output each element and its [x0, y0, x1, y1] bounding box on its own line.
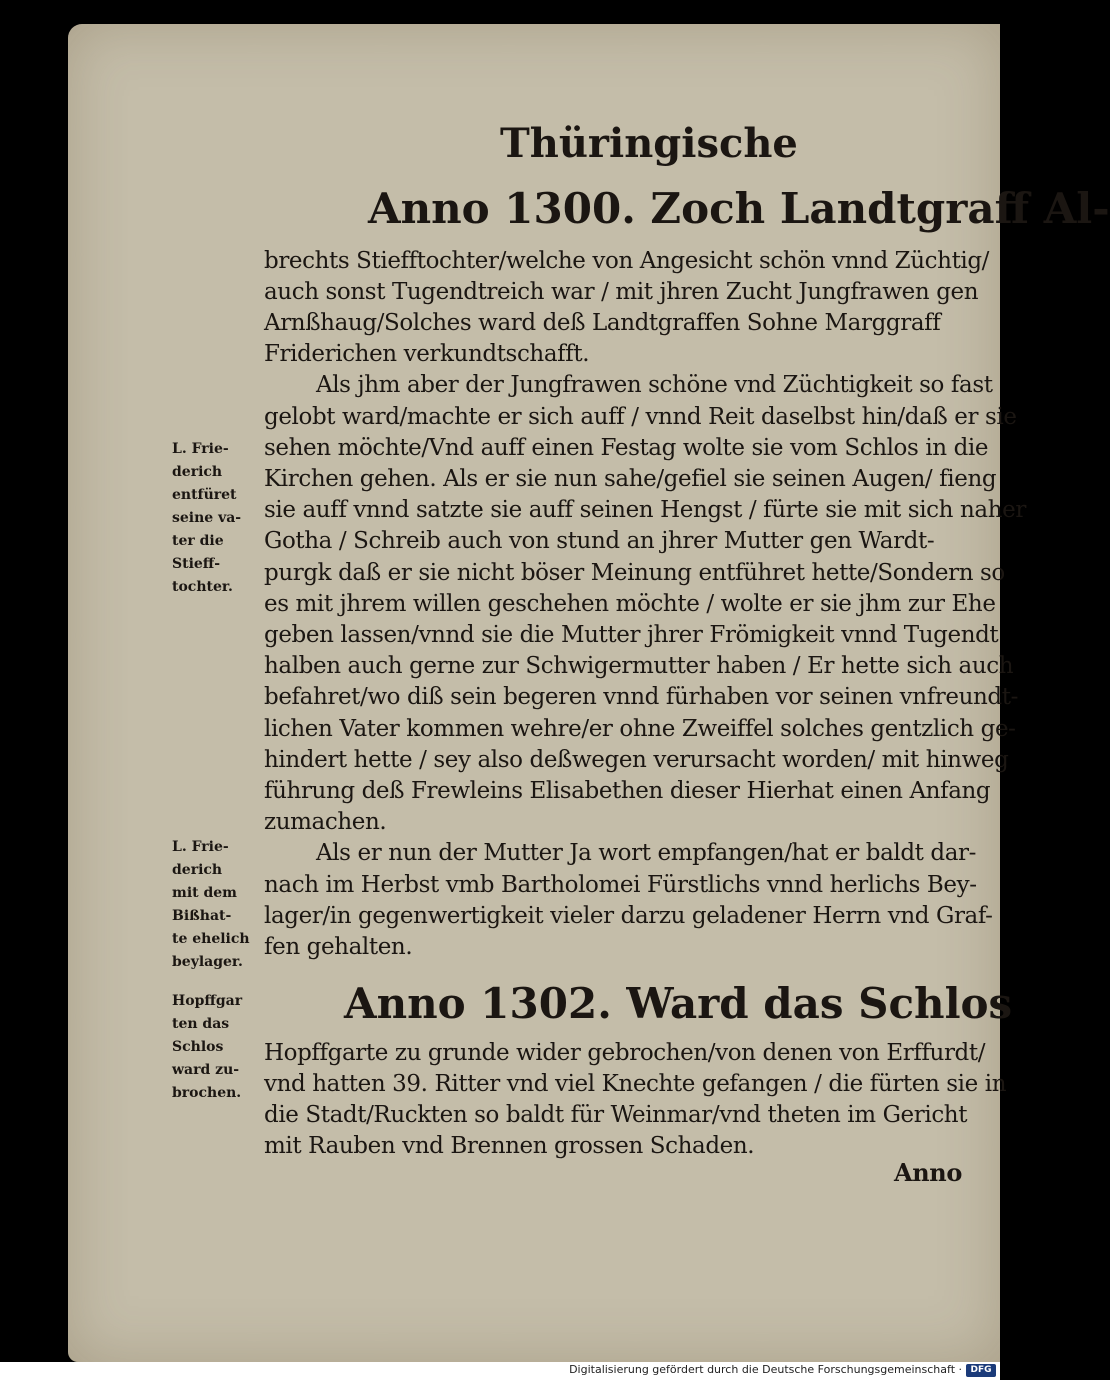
- margin-note-line: seine va-: [172, 510, 242, 526]
- page-title: Thüringische: [500, 120, 798, 167]
- margin-note-line: Bißhat-: [172, 908, 232, 924]
- margin-note: [172, 836, 250, 974]
- text-line: brechts Stiefftochter/welche von Angesicht schön vnnd Züchtig/: [264, 248, 990, 274]
- text-line: Arnßhaug/Solches ward deß Landtgraffen Sohne Marggraff: [264, 310, 941, 336]
- margin-note-line: beylager.: [172, 954, 243, 970]
- text-line: führung deß Frewleins Elisabethen dieser Hierhat einen Anfang: [264, 778, 991, 804]
- text-line: Friderichen verkundtschafft.: [264, 341, 590, 367]
- margin-note-line: ten das: [172, 1016, 230, 1032]
- text-line: zumachen.: [264, 809, 387, 835]
- funding-note: Digitalisierung gefördert durch die Deutsche Forschungsgemeinschaft ·: [569, 1363, 962, 1376]
- text-line: geben lassen/vnnd sie die Mutter jhrer Frömigkeit vnnd Tugendt: [264, 622, 999, 648]
- margin-note-line: ter die: [172, 533, 224, 549]
- margin-note-line: mit dem: [172, 885, 237, 901]
- text-line: Gotha / Schreib auch von stund an jhrer Mutter gen Wardt-: [264, 528, 935, 554]
- margin-note: [172, 438, 241, 599]
- book-page: [68, 24, 1110, 1362]
- footer-bar: [0, 1362, 1000, 1380]
- margin-note: [172, 990, 242, 1105]
- text-line: nach im Herbst vmb Bartholomei Fürstlichs vnnd herlichs Bey-: [264, 872, 977, 898]
- margin-note-line: derich: [172, 464, 223, 480]
- text-line: purgk daß er sie nicht böser Meinung entführet hette/Sondern so: [264, 560, 1005, 586]
- margin-note-line: Stieff-: [172, 556, 221, 572]
- text-line: halben auch gerne zur Schwigermutter haben / Er hette sich auch: [264, 653, 1014, 679]
- text-line: auch sonst Tugendtreich war / mit jhren Zucht Jungfrawen gen: [264, 279, 979, 305]
- text-line: Als jhm aber der Jungfrawen schöne vnd Züchtigkeit so fast: [316, 372, 993, 398]
- margin-note-line: L. Frie-: [172, 839, 229, 855]
- text-line: Hopffgarte zu grunde wider gebrochen/von denen von Erffurdt/: [264, 1040, 986, 1066]
- margin-note-line: tochter.: [172, 579, 233, 595]
- section-heading: Anno 1302. Ward das Schlos: [344, 979, 1013, 1028]
- text-line: hindert hette / sey also deßwegen verursacht worden/ mit hinweg: [264, 747, 1009, 773]
- text-line: es mit jhrem willen geschehen möchte / wolte er sie jhm zur Ehe: [264, 591, 996, 617]
- margin-note-line: entfüret: [172, 487, 237, 503]
- text-line: lichen Vater kommen wehre/er ohne Zweiffel solches gentzlich ge-: [264, 716, 1016, 742]
- text-line: sie auff vnnd satzte sie auff seinen Hengst / fürte sie mit sich naher: [264, 497, 1026, 523]
- text-line: befahret/wo diß sein begeren vnnd fürhaben vor seinen vnfreundt-: [264, 684, 1018, 710]
- margin-note-line: Hopffgar: [172, 993, 243, 1009]
- text-line: fen gehalten.: [264, 934, 413, 960]
- margin-note-line: Schlos: [172, 1039, 224, 1055]
- text-line: gelobt ward/machte er sich auff / vnnd Reit daselbst hin/daß er sie: [264, 404, 1017, 430]
- text-line: lager/in gegenwertigkeit vieler darzu geladener Herrn vnd Graf-: [264, 903, 993, 929]
- margin-note-line: brochen.: [172, 1085, 242, 1101]
- text-line: Als er nun der Mutter Ja wort empfangen/hat er baldt dar-: [316, 840, 977, 866]
- margin-note-line: derich: [172, 862, 223, 878]
- text-line: sehen möchte/Vnd auff einen Festag wolte sie vom Schlos in die: [264, 435, 989, 461]
- dfg-logo: DFG: [966, 1364, 996, 1377]
- catchword: Anno: [894, 1158, 962, 1187]
- text-line: mit Rauben vnd Brennen grossen Schaden.: [264, 1133, 755, 1159]
- margin-note-line: L. Frie-: [172, 441, 229, 457]
- text-line: vnd hatten 39. Ritter vnd viel Knechte gefangen / die fürten sie in: [264, 1071, 1007, 1097]
- section-heading: Anno 1300. Zoch Landtgraff Al-: [368, 184, 1110, 233]
- margin-note-line: te ehelich: [172, 931, 250, 947]
- margin-note-line: ward zu-: [172, 1062, 240, 1078]
- text-line: die Stadt/Ruckten so baldt für Weinmar/vnd theten im Gericht: [264, 1102, 968, 1128]
- text-line: Kirchen gehen. Als er sie nun sahe/gefiel sie seinen Augen/ fieng: [264, 466, 997, 492]
